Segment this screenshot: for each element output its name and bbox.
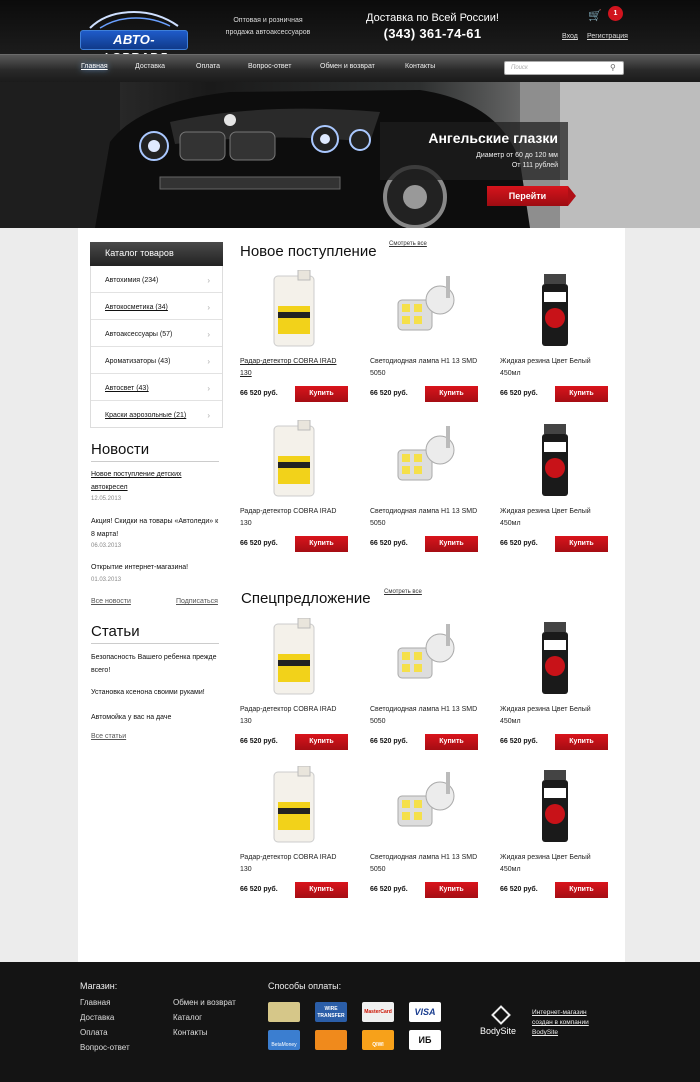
all-articles-link[interactable]: Все статьи [91,733,127,740]
site-logo[interactable] [80,6,188,50]
catalog-item-label: Краски аэрозольные (21) [105,412,187,419]
news-divider [91,461,219,462]
articles-divider [91,643,219,644]
search-icon[interactable]: ⚲ [610,63,616,72]
logo-text: АВТО- [80,30,188,50]
buy-button[interactable]: Купить [295,882,348,898]
qiwi-icon: QIWI [362,1030,394,1050]
product-name-link[interactable]: Радар-детектор COBRA IRAD 130 [240,508,337,527]
cart-icon[interactable]: 🛒 [588,10,602,22]
catalog-item-autocosmetics[interactable] [91,293,222,320]
nav-item-payment[interactable]: Оплата [196,63,221,70]
chevron-right-icon: › [207,384,210,393]
footer-link[interactable]: Доставка [80,1013,115,1022]
all-news-link[interactable]: Все новости [91,598,131,605]
buy-button[interactable]: Купить [555,386,608,402]
product-price: 66 520 руб. [240,738,278,745]
footer-link[interactable]: Контакты [173,1028,208,1037]
betamoney-icon: BetaMoney [268,1030,300,1050]
subscribe-link[interactable]: Подписаться [176,598,218,605]
chevron-right-icon: › [207,357,210,366]
product-name-link[interactable]: Жидкая резина Цвет Белый 450мл [500,358,591,377]
product-name-link[interactable]: Жидкая резина Цвет Белый 450мл [500,854,591,873]
chevron-right-icon: › [207,330,210,339]
delivery-info [360,12,505,41]
product-price: 66 520 руб. [240,886,278,893]
product-price: 66 520 руб. [370,540,408,547]
promo-line-2: От 111 рублей [511,162,558,169]
yandex-money-icon [315,1030,347,1050]
buy-button[interactable]: Купить [295,734,348,750]
spray-can-image[interactable] [520,270,590,350]
catalog-item-label: Автохимия (234) [105,277,159,284]
buy-button[interactable]: Купить [555,882,608,898]
chevron-right-icon: › [207,276,210,285]
led-bulb-image[interactable] [390,618,460,698]
product-name-link[interactable]: Жидкая резина Цвет Белый 450мл [500,508,591,527]
product-price: 66 520 руб. [500,738,538,745]
shampoo-canister-image[interactable] [260,766,330,846]
catalog-item-label: Ароматизаторы (43) [105,358,171,365]
footer-payment-title: Способы оплаты: [268,981,342,991]
promo-title: Ангельские глазки [428,130,558,146]
product-price: 66 520 руб. [370,738,408,745]
login-link[interactable]: Вход [562,33,578,40]
article-link[interactable]: Автомойка у вас на даче [91,714,172,721]
buy-button[interactable]: Купить [425,882,478,898]
article-link[interactable]: Безопасность Вашего ребенка прежде всего! [91,654,217,674]
led-bulb-image[interactable] [390,766,460,846]
buy-button[interactable]: Купить [425,386,478,402]
hero-banner[interactable] [0,82,700,228]
tagline: Оптовая и розничная продажа автоаксессуаров [225,17,311,36]
led-bulb-image[interactable] [390,420,460,500]
news-date: 12.05.2013 [91,496,122,502]
articles-title: Статьи [91,623,140,640]
special-see-all[interactable]: Смотреть все [384,589,422,595]
car-photo [0,82,700,228]
news-item-link[interactable]: Новое поступление детских автокресел [91,471,182,491]
shampoo-canister-image[interactable] [260,618,330,698]
nav-item-home[interactable]: Главная [81,63,108,70]
promo-go-button[interactable]: Перейти [487,186,568,206]
product-name-link[interactable]: Светодиодная лампа H1 13 SMD 5050 [370,706,478,725]
product-name-link[interactable]: Радар-детектор COBRA IRAD 130 [240,854,337,873]
buy-button[interactable]: Купить [295,536,348,552]
shampoo-canister-image[interactable] [260,270,330,350]
mastercard-icon: MasterCard [362,1002,394,1022]
news-item-link[interactable]: Открытие интернет-магазина! [91,564,189,571]
footer-link[interactable]: Главная [80,998,111,1007]
register-link[interactable]: Регистрация [587,33,628,40]
nav-item-contacts[interactable]: Контакты [405,63,436,70]
footer-link[interactable]: Обмен и возврат [173,998,236,1007]
product-name-link[interactable]: Радар-детектор COBRA IRAD 130 [240,706,337,725]
footer-link[interactable]: Оплата [80,1028,108,1037]
buy-button[interactable]: Купить [555,536,608,552]
buy-button[interactable]: Купить [425,536,478,552]
product-price: 66 520 руб. [500,390,538,397]
nav-item-returns[interactable]: Обмен и возврат [320,63,375,70]
product-price: 66 520 руб. [370,886,408,893]
wire-transfer-icon: WIRE TRANSFER [315,1002,347,1022]
nav-item-faq[interactable]: Вопрос-ответ [248,63,292,70]
new-arrivals-title: Новое поступление [240,243,377,260]
footer-link[interactable]: Каталог [173,1013,203,1022]
catalog-item-label: Автоаксессуары (57) [105,331,173,338]
ib-icon: ИБ [409,1030,441,1050]
product-name-link[interactable]: Жидкая резина Цвет Белый 450мл [500,706,591,725]
product-name-link[interactable]: Светодиодная лампа H1 13 SMD 5050 [370,508,478,527]
delivery-line: Доставка по Всей России! [366,12,499,24]
shampoo-canister-image[interactable] [260,420,330,500]
cash-payment-icon [268,1002,300,1022]
promo-line-1: Диаметр от 60 до 120 мм [476,152,558,159]
product-price: 66 520 руб. [500,886,538,893]
product-price: 66 520 руб. [370,390,408,397]
news-date: 06.03.2013 [91,543,122,549]
product-price: 66 520 руб. [240,390,278,397]
catalog-list [90,266,223,428]
cart-count-badge[interactable]: 1 [608,6,623,21]
catalog-title: Каталог товаров [90,242,223,266]
visa-icon: VISA [409,1002,441,1022]
footer-link[interactable]: Вопрос-ответ [80,1043,130,1052]
search-input[interactable]: Поиск [504,61,624,75]
footer-shop-title: Магазин: [80,981,118,991]
led-bulb-image[interactable] [390,270,460,350]
new-arrivals-see-all[interactable]: Смотреть все [389,241,427,247]
nav-item-delivery[interactable]: Доставка [135,63,166,70]
catalog-item-label: Автосвет (43) [105,385,149,392]
chevron-right-icon: › [207,411,210,420]
buy-button[interactable]: Купить [555,734,608,750]
catalog-item-accessories[interactable] [91,320,222,347]
news-date: 01.03.2013 [91,577,122,583]
catalog-item-paints[interactable] [91,401,222,428]
buy-button[interactable]: Купить [425,734,478,750]
spray-can-image[interactable] [520,420,590,500]
product-name-link[interactable]: Светодиодная лампа H1 13 SMD 5050 [370,854,478,873]
catalog-item-label: Автокосметика (34) [105,304,168,311]
product-name-link[interactable]: Светодиодная лампа H1 13 SMD 5050 [370,358,478,377]
product-price: 66 520 руб. [500,540,538,547]
bodysite-logo[interactable]: BodySite [480,1026,517,1036]
product-name-link[interactable]: Радар-детектор COBRA IRAD 130 [240,358,337,377]
spray-can-image[interactable] [520,618,590,698]
article-link[interactable]: Установка ксенона своими руками! [91,689,205,696]
phone-number: (343) 361-74-61 [383,26,482,41]
spray-can-image[interactable] [520,766,590,846]
chevron-right-icon: › [207,303,210,312]
catalog-item-autolight[interactable] [91,374,222,401]
news-item-link[interactable]: Акция! Скидки на товары «Автоледи» к 8 марта! [91,518,219,538]
catalog-item-autochemistry[interactable] [91,266,222,293]
product-price: 66 520 руб. [240,540,278,547]
buy-button[interactable]: Купить [295,386,348,402]
news-title: Новости [91,441,150,458]
car-logo-icon [86,6,182,32]
bodysite-credit-link[interactable]: Интернет-магазин создан в компании BodySite [532,1009,589,1036]
special-title: Спецпредложение [241,590,371,607]
catalog-item-fragrances[interactable] [91,347,222,374]
